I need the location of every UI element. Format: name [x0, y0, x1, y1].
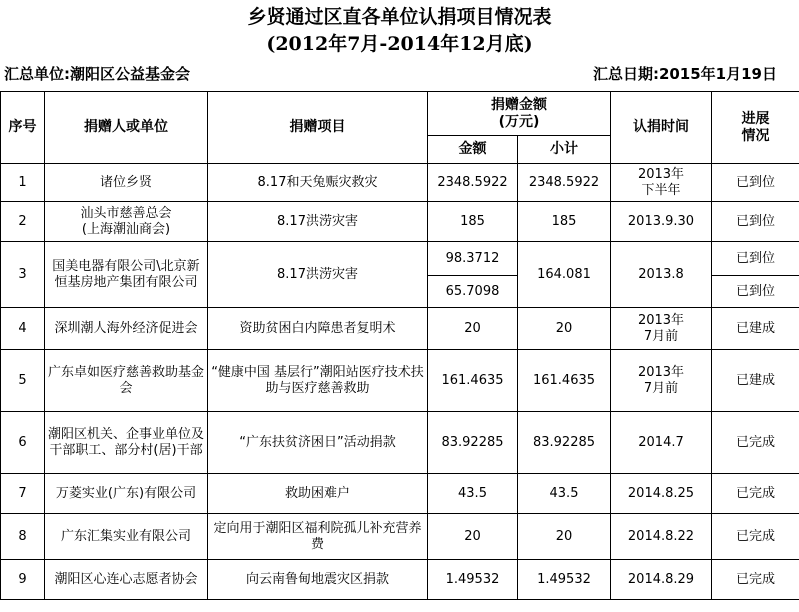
- cell-time: [611, 164, 712, 202]
- cell-amount: 98.3712: [428, 242, 518, 276]
- cell-project: “广东扶贫济困日”活动捐款: [208, 412, 428, 474]
- cell-amount: 20: [428, 308, 518, 350]
- cell-donor: 万菱实业(广东)有限公司: [45, 474, 208, 514]
- cell-donor: 诸位乡贤: [45, 164, 208, 202]
- table-row: [1, 412, 799, 474]
- table-row: [1, 560, 799, 600]
- cell-subtotal: 2348.5922: [518, 164, 611, 202]
- cell-amount: 161.4635: [428, 350, 518, 412]
- header-sub-amount: 金额: [428, 136, 518, 164]
- cell-status: 已完成: [712, 514, 799, 560]
- table-row: [1, 164, 799, 202]
- cell-donor: 潮阳区机关、企事业单位及干部职工、部分村(居)干部: [45, 412, 208, 474]
- cell-status: 已到位: [712, 164, 799, 202]
- cell-project: 8.17和天兔赈灾救灾: [208, 164, 428, 202]
- cell-amount: 83.92285: [428, 412, 518, 474]
- summary-unit-value: 潮阳区公益基金会: [70, 65, 191, 83]
- cell-status: 已建成: [712, 350, 799, 412]
- cell-subtotal: 161.4635: [518, 350, 611, 412]
- cell-project: 资助贫困白内障患者复明术: [208, 308, 428, 350]
- cell-project: 定向用于潮阳区福利院孤儿补充营养费: [208, 514, 428, 560]
- cell-donor: 广东卓如医疗慈善救助基金会: [45, 350, 208, 412]
- cell-status: 已建成: [712, 308, 799, 350]
- cell-time: [611, 350, 712, 412]
- header-amount: [428, 92, 611, 136]
- header-donor: 捐赠人或单位: [45, 92, 208, 164]
- sheet-title: 乡贤通过区直各单位认捐项目情况表: [247, 6, 552, 28]
- cell-subtotal: 164.081: [518, 242, 611, 308]
- cell-amount: 65.7098: [428, 276, 518, 308]
- cell-time-line1: 2013年: [637, 166, 685, 182]
- cell-subtotal: 1.49532: [518, 560, 611, 600]
- cell-subtotal: 20: [518, 308, 611, 350]
- table-row: [1, 242, 799, 276]
- cell-project: “健康中国 基层行”潮阳站医疗技术扶助与医疗慈善救助: [208, 350, 428, 412]
- header-progress: [712, 92, 799, 164]
- cell-amount: 2348.5922: [428, 164, 518, 202]
- cell-seq: 9: [1, 560, 45, 600]
- cell-donor: 深圳潮人海外经济促进会: [45, 308, 208, 350]
- cell-seq: 3: [1, 242, 45, 308]
- cell-time: 2013.9.30: [611, 202, 712, 242]
- cell-status: 已到位: [712, 242, 799, 276]
- cell-seq: 4: [1, 308, 45, 350]
- summary-unit-label: 汇总单位:: [4, 65, 70, 83]
- table-row: [1, 308, 799, 350]
- summary-unit: [4, 64, 190, 84]
- header-pledge-time: 认捐时间: [611, 92, 712, 164]
- cell-project: 救助困难户: [208, 474, 428, 514]
- cell-amount: 185: [428, 202, 518, 242]
- cell-time: 2014.8.22: [611, 514, 712, 560]
- cell-project: 向云南鲁甸地震灾区捐款: [208, 560, 428, 600]
- cell-donor: 潮阳区心连心志愿者协会: [45, 560, 208, 600]
- header-amount-label: 捐赠金额: [491, 96, 547, 113]
- table-row: [1, 350, 799, 412]
- header-project: 捐赠项目: [208, 92, 428, 164]
- cell-donor: 国美电器有限公司\北京新恒基房地产集团有限公司: [45, 242, 208, 308]
- sheet-subtitle: (2012年7月-2014年12月底): [266, 33, 533, 55]
- cell-time-line2: 下半年: [641, 182, 681, 198]
- cell-seq: 8: [1, 514, 45, 560]
- cell-amount: 43.5: [428, 474, 518, 514]
- cell-time-line1: 2013年: [637, 364, 685, 380]
- cell-time: 2014.7: [611, 412, 712, 474]
- cell-subtotal: 185: [518, 202, 611, 242]
- cell-amount: 20: [428, 514, 518, 560]
- cell-time: [611, 308, 712, 350]
- cell-status: 已完成: [712, 474, 799, 514]
- cell-status: 已到位: [712, 202, 799, 242]
- summary-date-value: 2015年1月19日: [658, 65, 777, 83]
- header-progress-line1: 进展: [741, 110, 770, 127]
- cell-project: 8.17洪涝灾害: [208, 202, 428, 242]
- cell-time-line1: 2013年: [637, 312, 685, 328]
- header-sub-total: 小计: [518, 136, 611, 164]
- cell-seq: 7: [1, 474, 45, 514]
- cell-subtotal: 83.92285: [518, 412, 611, 474]
- table-row: [1, 474, 799, 514]
- cell-donor-line1: 汕头市慈善总会: [80, 205, 172, 221]
- cell-time-line2: 7月前: [643, 328, 679, 344]
- cell-time: 2013.8: [611, 242, 712, 308]
- cell-seq: 5: [1, 350, 45, 412]
- header-seq: 序号: [1, 92, 45, 164]
- cell-time: 2014.8.29: [611, 560, 712, 600]
- cell-time-line2: 7月前: [643, 380, 679, 396]
- cell-time: 2014.8.25: [611, 474, 712, 514]
- donation-table: [0, 91, 799, 600]
- cell-seq: 1: [1, 164, 45, 202]
- summary-date: [593, 64, 777, 84]
- table-row: [1, 514, 799, 560]
- summary-date-label: 汇总日期:: [592, 65, 659, 83]
- cell-project: 8.17洪涝灾害: [208, 242, 428, 308]
- header-amount-unit: (万元): [498, 113, 540, 130]
- header-progress-line2: 情况: [741, 127, 770, 144]
- cell-subtotal: 20: [518, 514, 611, 560]
- cell-seq: 2: [1, 202, 45, 242]
- cell-amount: 1.49532: [428, 560, 518, 600]
- cell-donor: [45, 202, 208, 242]
- cell-status: 已完成: [712, 560, 799, 600]
- cell-status: 已到位: [712, 276, 799, 308]
- cell-subtotal: 43.5: [518, 474, 611, 514]
- cell-status: 已完成: [712, 412, 799, 474]
- cell-donor: 广东汇集实业有限公司: [45, 514, 208, 560]
- table-row: [1, 202, 799, 242]
- cell-donor-line2: (上海潮汕商会): [81, 221, 171, 237]
- cell-seq: 6: [1, 412, 45, 474]
